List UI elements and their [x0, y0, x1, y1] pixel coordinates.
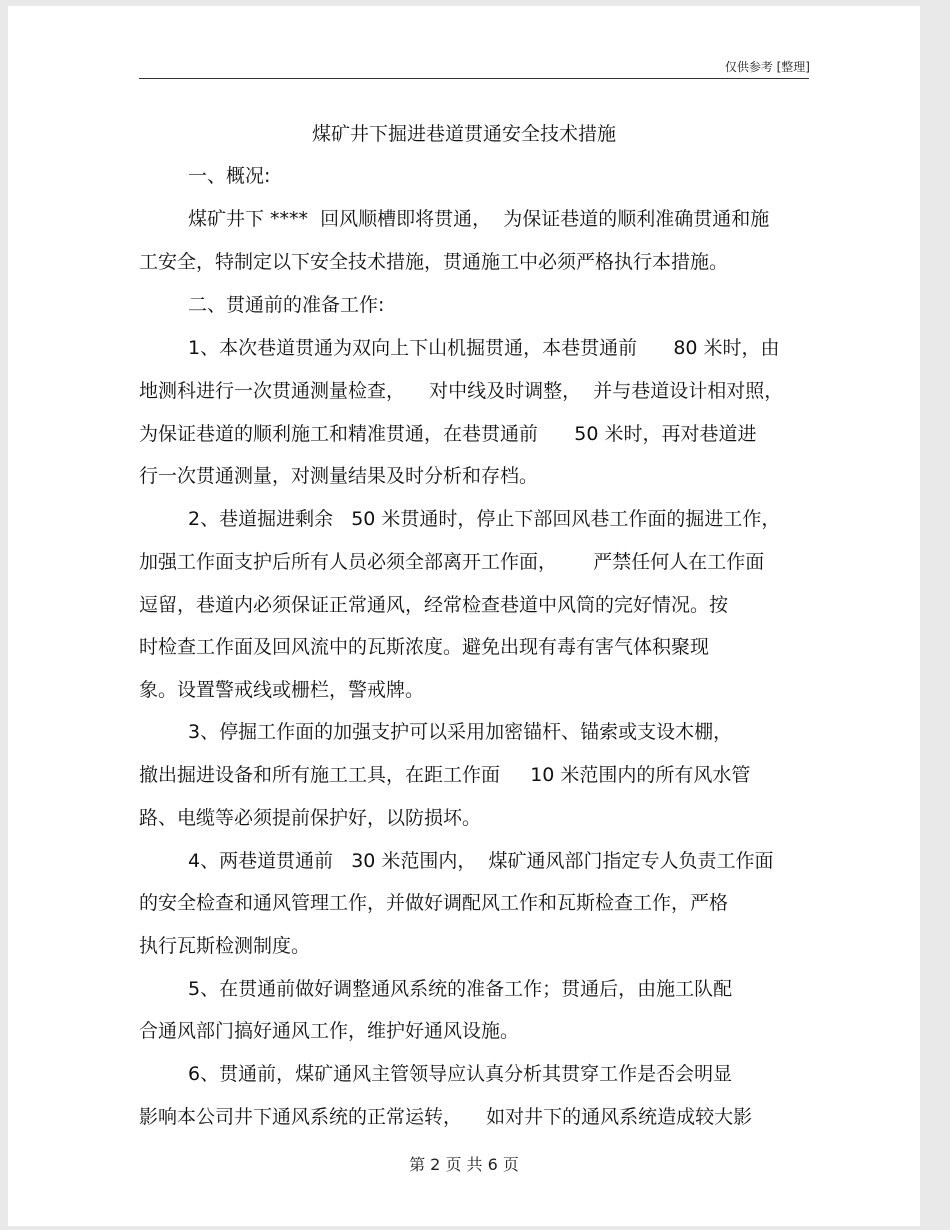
header-note: 仅供参考 [整理] — [724, 60, 810, 74]
body-line: 撤出掘进设备和所有施工工具，在距工作面 10 米范围内的所有风水管 — [139, 764, 751, 786]
body-line: 煤矿井下 **** 回风顺槽即将贯通， 为保证巷道的顺利准确贯通和施 — [188, 208, 770, 230]
body-line: 逗留，巷道内必须保证正常通风，经常检查巷道中风筒的完好情况。按 — [139, 594, 729, 616]
page-number: 第 2 页 共 6 页 — [409, 1155, 519, 1174]
body-line: 2、巷道掘进剩余 50 米贯通时，停止下部回风巷工作面的掘进工作， — [188, 508, 781, 530]
body-line: 路、电缆等必须提前保护好，以防损坏。 — [139, 807, 482, 829]
section-heading: 一、概况: — [188, 165, 271, 187]
body-line: 地测科进行一次贯通测量检查， 对中线及时调整， 并与巷道设计相对照， — [139, 380, 784, 402]
body-line: 工安全，特制定以下安全技术措施，贯通施工中必须严格执行本措施。 — [139, 251, 729, 273]
body-line: 合通风部门搞好通风工作，维护好通风设施。 — [139, 1020, 520, 1042]
body-line: 1、本次巷道贯通为双向上下山机掘贯通，本巷贯通前 80 米时，由 — [188, 337, 780, 359]
document-title: 煤矿井下掘进巷道贯通安全技术措施 — [311, 123, 616, 145]
section-heading: 二、贯通前的准备工作: — [188, 294, 385, 316]
body-line: 4、两巷道贯通前 30 米范围内， 煤矿通风部门指定专人负责工作面 — [188, 850, 774, 872]
body-line: 加强工作面支护后所有人员必须全部离开工作面， 严禁任何人在工作面 — [139, 551, 765, 573]
body-line: 6、贯通前，煤矿通风主管领导应认真分析其贯穿工作是否会明显 — [188, 1063, 733, 1085]
body-line: 行一次贯通测量，对测量结果及时分析和存档。 — [139, 465, 539, 487]
header-divider — [139, 78, 809, 79]
body-line: 执行瓦斯检测制度。 — [139, 935, 311, 957]
body-line: 3、停掘工作面的加强支护可以采用加密锚杆、锚索或支设木棚， — [188, 721, 733, 743]
body-line: 时检查工作面及回风流中的瓦斯浓度。避免出现有毒有害气体积聚现 — [139, 636, 710, 658]
body-line: 5、在贯通前做好调整通风系统的准备工作；贯通后，由施工队配 — [188, 978, 733, 1000]
body-line: 影响本公司井下通风系统的正常运转， 如对井下的通风系统造成较大影 — [139, 1106, 753, 1128]
body-line: 的安全检查和通风管理工作，并做好调配风工作和瓦斯检查工作，严格 — [139, 892, 729, 914]
document-page — [8, 6, 920, 1226]
body-line: 为保证巷道的顺利施工和精准贯通，在巷贯通前 50 米时，再对巷道进 — [139, 423, 757, 445]
body-line: 象。设置警戒线或栅栏，警戒牌。 — [139, 679, 425, 701]
